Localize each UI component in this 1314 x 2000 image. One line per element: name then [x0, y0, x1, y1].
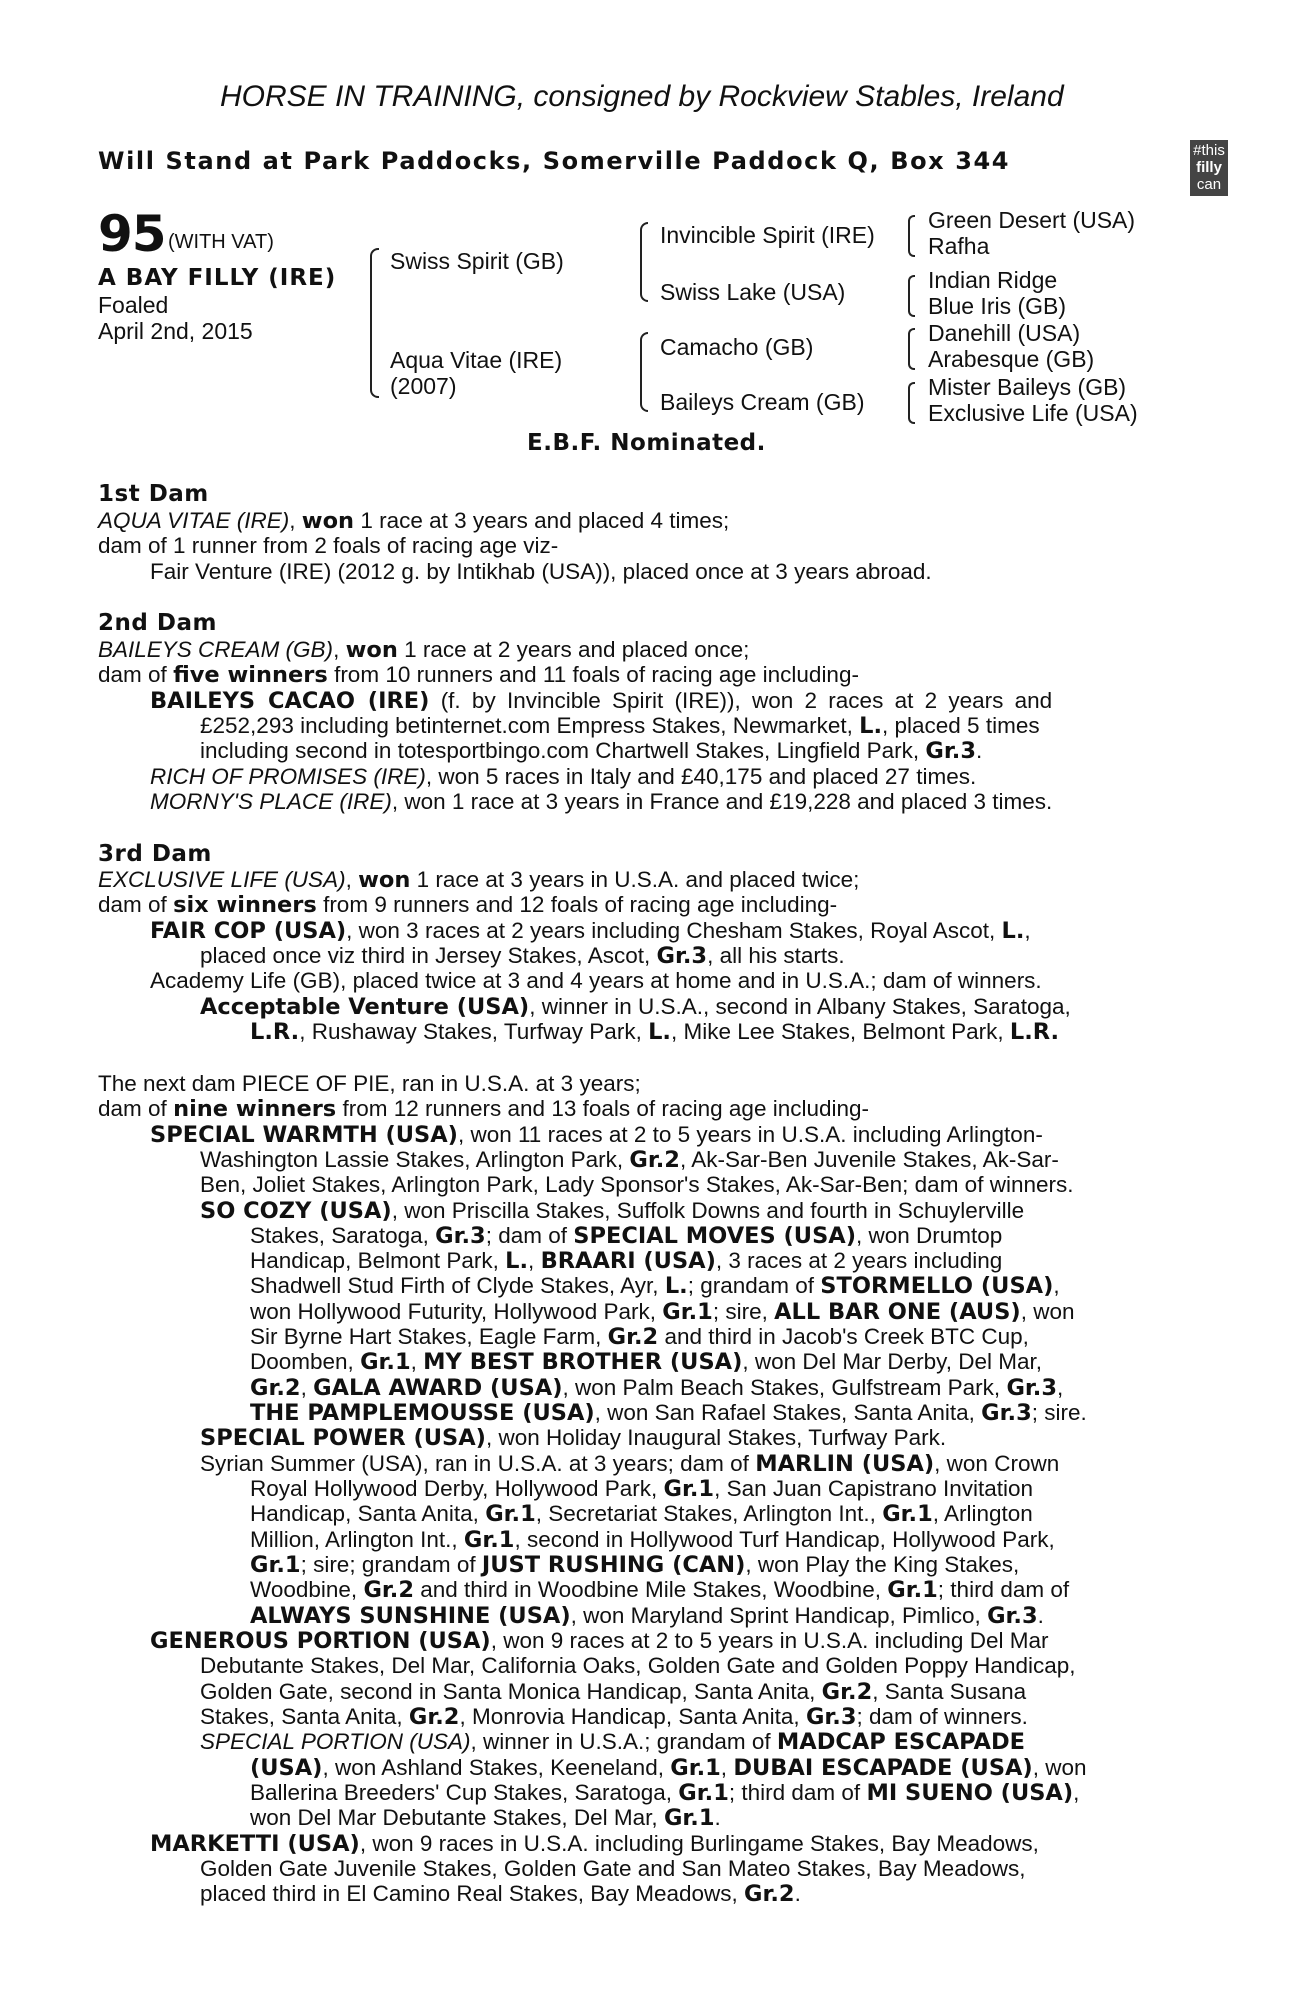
race-grade: Gr.1	[670, 1755, 721, 1781]
badge-line-2: filly	[1196, 159, 1222, 176]
text: Ballerina Breeders' Cup Stakes, Saratoga,	[250, 1780, 673, 1805]
grand-ancestor-3: Indian Ridge	[928, 267, 1058, 293]
horse-name: SO COZY (USA)	[200, 1198, 392, 1224]
generous-portion-line-4	[200, 1704, 1028, 1730]
text: ,	[1073, 1780, 1080, 1805]
text: ; grandam of	[687, 1273, 815, 1298]
text: , 3 races at 2 years including	[715, 1248, 1003, 1273]
sire-sire: Invincible Spirit (IRE)	[660, 222, 875, 248]
text: 1 race at 3 years and placed 4 times;	[360, 508, 730, 533]
special-portion-line-4	[250, 1805, 721, 1831]
text: .	[794, 1881, 801, 1906]
grand-ancestor-2: Rafha	[928, 233, 990, 259]
text: including second in totesportbingo.com Chartwell Stakes, Lingfield Park,	[200, 738, 920, 763]
horse-name: SPECIAL PORTION (USA)	[200, 1729, 471, 1754]
grand-ancestor-8: Exclusive Life (USA)	[928, 400, 1138, 426]
marketti-line-1	[150, 1831, 1039, 1857]
pedigree-brace-g4	[908, 382, 915, 424]
winners-count: nine winners	[173, 1096, 337, 1122]
so-cozy-line-3	[250, 1248, 1002, 1274]
sire-dam: Swiss Lake (USA)	[660, 279, 846, 305]
text: Sir Byrne Hart Stakes, Eagle Farm,	[250, 1324, 602, 1349]
pedigree-brace-g2	[908, 275, 915, 317]
text: .	[975, 738, 983, 763]
text: , winner in U.S.A.; grandam of	[470, 1729, 771, 1754]
text: , all his starts.	[707, 943, 845, 968]
horse-name: ALWAYS SUNSHINE (USA)	[250, 1603, 571, 1629]
race-grade: L.	[664, 1273, 688, 1299]
third-dam-line-1: EXCLUSIVE LIFE (USA), won 1 race at 3 years in U.S.A. and placed twice;	[98, 867, 860, 893]
horse-name: DUBAI ESCAPADE (USA)	[733, 1755, 1033, 1781]
horse-name: MADCAP ESCAPADE	[776, 1729, 1026, 1755]
text: , won Drumtop	[855, 1223, 1003, 1248]
vat-note: (WITH VAT)	[168, 231, 274, 253]
text: Stakes, Santa Anita,	[200, 1704, 403, 1729]
text: , won 3 races at 2 years including Chesham Stakes, Royal Ascot,	[346, 918, 996, 943]
race-grade: Gr.1	[663, 1805, 715, 1831]
text: , won Play the King Stakes,	[745, 1552, 1020, 1577]
race-grade: Gr.2	[408, 1704, 460, 1730]
first-dam-line-2: dam of 1 runner from 2 foals of racing age viz-	[98, 533, 559, 558]
second-dam-line-7	[150, 789, 1052, 814]
text: , won Priscilla Stakes, Suffolk Downs and fourth in Schuylerville	[391, 1198, 1025, 1223]
race-grade: Gr.2	[629, 1147, 680, 1173]
race-grade: L.	[1001, 918, 1025, 944]
third-dam-line-4	[200, 943, 845, 969]
foaled-date: April 2nd, 2015	[98, 318, 253, 344]
dam-sire: Camacho (GB)	[660, 334, 814, 360]
text: Syrian Summer (USA), ran in U.S.A. at 3 years; dam of	[200, 1451, 749, 1476]
won-label: won	[301, 508, 355, 534]
race-grade: Gr.3	[1006, 1375, 1057, 1401]
text: , second in Hollywood Turf Handicap, Hollywood Park,	[514, 1527, 1055, 1552]
text: won Hollywood Futurity, Hollywood Park,	[250, 1299, 656, 1324]
so-cozy-line-9	[250, 1400, 1087, 1426]
race-grade: Gr.3	[805, 1704, 857, 1730]
syrian-summer-line-4	[250, 1527, 1055, 1553]
text: ,	[410, 1349, 417, 1374]
text: , winner in U.S.A., second in Albany Stakes, Saratoga,	[529, 994, 1071, 1019]
pedigree-brace-g1	[908, 215, 915, 257]
badge-line-3: can	[1196, 176, 1222, 193]
text: Royal Hollywood Derby, Hollywood Park,	[250, 1476, 658, 1501]
first-dam-line-3: Fair Venture (IRE) (2012 g. by Intikhab (USA)), placed once at 3 years abroad.	[150, 559, 932, 584]
text: ; dam of	[485, 1223, 567, 1248]
text: , won	[1020, 1299, 1075, 1324]
hashtag-badge	[1190, 140, 1228, 196]
text: , won 9 races at 2 to 5 years in U.S.A. including Del Mar	[490, 1628, 1049, 1653]
second-dam-line-2	[98, 662, 859, 688]
race-grade: Gr.1	[662, 1299, 713, 1325]
horse-name: (USA)	[250, 1755, 323, 1781]
text: .	[1037, 1603, 1044, 1628]
horse-name: GENEROUS PORTION (USA)	[150, 1628, 491, 1654]
second-dam-title: 2nd Dam	[98, 610, 217, 636]
pedigree-brace-dam	[640, 332, 648, 412]
text: won Del Mar Debutante Stakes, Del Mar,	[250, 1805, 658, 1830]
winners-count: six winners	[173, 892, 317, 918]
text: ,	[300, 1375, 307, 1400]
second-dam-line-6	[150, 764, 976, 789]
text: , won 1 race at 3 years in France and £19,228 and placed 3 times.	[391, 789, 1053, 814]
syrian-summer-line-5	[250, 1552, 1019, 1578]
next-dam-line-1: The next dam PIECE OF PIE, ran in U.S.A. at 3 years;	[98, 1071, 641, 1096]
marketti-line-2: Golden Gate Juvenile Stakes, Golden Gate and San Mateo Stakes, Bay Meadows,	[200, 1856, 1026, 1881]
winners-count: five winners	[173, 662, 328, 688]
text: Golden Gate, second in Santa Monica Handicap, Santa Anita,	[200, 1679, 816, 1704]
special-warmth-line-3: Ben, Joliet Stakes, Arlington Park, Lady Sponsor's Stakes, Ak-Sar-Ben; dam of winners.	[200, 1172, 1074, 1197]
special-portion-line-3	[250, 1780, 1079, 1806]
text: from 12 runners and 13 foals of racing age including-	[342, 1096, 870, 1121]
text: placed once viz third in Jersey Stakes, Ascot,	[200, 943, 651, 968]
so-cozy-line-7	[250, 1349, 1042, 1375]
text: ,	[1053, 1273, 1060, 1298]
dam-name: EXCLUSIVE LIFE (USA)	[98, 867, 346, 892]
first-dam-title: 1st Dam	[98, 481, 209, 507]
text: ; third dam of	[937, 1577, 1070, 1602]
text: , won 11 races at 2 to 5 years in U.S.A. including Arlington-	[457, 1122, 1043, 1147]
dam-name: BAILEYS CREAM (GB)	[98, 637, 334, 662]
text: Handicap, Santa Anita,	[250, 1501, 479, 1526]
horse-name: MY BEST BROTHER (USA)	[423, 1349, 743, 1375]
generous-portion-line-3	[200, 1679, 1026, 1705]
grand-ancestor-6: Arabesque (GB)	[928, 346, 1095, 372]
grand-ancestor-5: Danehill (USA)	[928, 320, 1081, 346]
race-grade: Gr.3	[987, 1603, 1038, 1629]
text: , placed 5 times	[882, 713, 1040, 738]
so-cozy-line-1	[200, 1198, 1024, 1224]
text: , won Maryland Sprint Handicap, Pimlico,	[570, 1603, 981, 1628]
syrian-summer-line-3	[250, 1501, 1033, 1527]
text: placed third in El Camino Real Stakes, Bay Meadows,	[200, 1881, 738, 1906]
grand-ancestor-7: Mister Baileys (GB)	[928, 374, 1127, 400]
text: , won	[1032, 1755, 1087, 1780]
race-grade: Gr.3	[656, 943, 708, 969]
horse-name: MI SUENO (USA)	[866, 1780, 1074, 1806]
special-portion-line-2	[250, 1755, 1087, 1781]
race-grade: Gr.3	[981, 1400, 1032, 1426]
horse-name: MARKETTI (USA)	[150, 1831, 360, 1857]
race-grade: Gr.1	[887, 1577, 938, 1603]
second-dam-line-4	[200, 713, 1040, 739]
horse-name: SPECIAL MOVES (USA)	[573, 1223, 856, 1249]
first-dam-line-1: AQUA VITAE (IRE), won 1 race at 3 years and placed 4 times;	[98, 508, 730, 534]
text: , won 9 races in U.S.A. including Burlingame Stakes, Bay Meadows,	[359, 1831, 1039, 1856]
text: Shadwell Stud Firth of Clyde Stakes, Ayr,	[250, 1273, 659, 1298]
foaled-label: Foaled	[98, 292, 169, 318]
text: and third in Woodbine Mile Stakes, Woodbine,	[420, 1577, 881, 1602]
syrian-summer-line-1	[200, 1451, 1059, 1477]
horse-name: JUST RUSHING (CAN)	[481, 1552, 746, 1578]
text: from 9 runners and 12 foals of racing age including-	[323, 892, 838, 917]
horse-name: BRAARI (USA)	[540, 1248, 716, 1274]
horse-name: SPECIAL POWER (USA)	[200, 1425, 486, 1451]
third-dam-line-6	[200, 994, 1071, 1020]
horse-name: MORNY'S PLACE (IRE)	[150, 789, 392, 814]
race-grade: L.	[859, 713, 882, 739]
horse-name: THE PAMPLEMOUSSE (USA)	[250, 1400, 595, 1426]
horse-name: STORMELLO (USA)	[820, 1273, 1054, 1299]
race-grade: L.R.	[1009, 1019, 1060, 1045]
stand-location: Will Stand at Park Paddocks, Somerville Paddock Q, Box 344	[98, 147, 1011, 175]
race-grade: L.	[648, 1019, 671, 1045]
so-cozy-line-2	[250, 1223, 1002, 1249]
text: Washington Lassie Stakes, Arlington Park,	[200, 1147, 624, 1172]
text: ; sire.	[1031, 1400, 1087, 1425]
race-grade: Gr.1	[463, 1527, 515, 1553]
text: , won Palm Beach Stakes, Gulfstream Park,	[562, 1375, 1001, 1400]
text: , Santa Susana	[872, 1679, 1027, 1704]
syrian-summer-line-2	[250, 1476, 1033, 1502]
text: 1 race at 2 years and placed once;	[404, 637, 750, 662]
special-warmth-line-1	[150, 1122, 1043, 1148]
so-cozy-line-6	[250, 1324, 1029, 1350]
race-grade: Gr.3	[435, 1223, 486, 1249]
generous-portion-line-2: Debutante Stakes, Del Mar, California Oaks, Golden Gate and Golden Poppy Handicap,	[200, 1653, 1076, 1678]
horse-description: A BAY FILLY (IRE)	[98, 265, 337, 291]
text: , won Del Mar Derby, Del Mar,	[742, 1349, 1043, 1374]
horse-name: SPECIAL WARMTH (USA)	[150, 1122, 458, 1148]
marketti-line-3	[200, 1881, 801, 1907]
text: , won San Rafael Stakes, Santa Anita,	[594, 1400, 975, 1425]
text: .	[714, 1805, 721, 1830]
text: , Arlington	[932, 1501, 1033, 1526]
race-grade: Gr.1	[360, 1349, 411, 1375]
text: Million, Arlington Int.,	[250, 1527, 458, 1552]
horse-name: FAIR COP (USA)	[150, 918, 347, 944]
race-grade: Gr.2	[821, 1679, 873, 1705]
race-grade: Gr.1	[250, 1552, 301, 1578]
third-dam-line-2	[98, 892, 837, 918]
text: dam of	[98, 1096, 167, 1121]
text: , won Ashland Stakes, Keeneland,	[322, 1755, 664, 1780]
so-cozy-line-5	[250, 1299, 1074, 1325]
text: , won Holiday Inaugural Stakes, Turfway Park.	[485, 1425, 947, 1450]
syrian-summer-line-7	[250, 1603, 1044, 1629]
text: ; sire,	[712, 1299, 768, 1324]
text: from 10 runners and 11 foals of racing age including-	[334, 662, 859, 687]
race-grade: L.	[505, 1248, 529, 1274]
so-cozy-line-8	[250, 1375, 1063, 1401]
lot-number: 95	[98, 205, 166, 263]
horse-name: BAILEYS CACAO (IRE)	[150, 688, 430, 714]
text: ,	[720, 1755, 728, 1780]
badge-line-1: #this	[1193, 142, 1225, 159]
won-label: won	[358, 867, 411, 893]
text: Handicap, Belmont Park,	[250, 1248, 499, 1273]
second-dam-line-1: BAILEYS CREAM (GB), won 1 race at 2 years and placed once;	[98, 637, 750, 663]
race-grade: Gr.2	[607, 1324, 659, 1350]
pedigree-brace-g3	[908, 328, 915, 370]
so-cozy-line-4	[250, 1273, 1060, 1299]
text: , Rushaway Stakes, Turfway Park,	[299, 1019, 642, 1044]
text: , San Juan Capistrano Invitation	[714, 1476, 1034, 1501]
grand-ancestor-4: Blue Iris (GB)	[928, 293, 1067, 319]
text: 1 race at 3 years in U.S.A. and placed twice;	[416, 867, 860, 892]
race-grade: Gr.2	[250, 1375, 301, 1401]
text: ,	[1024, 918, 1031, 943]
race-grade: Gr.1	[485, 1501, 536, 1527]
dam-name: AQUA VITAE (IRE)	[98, 508, 290, 533]
sire: Swiss Spirit (GB)	[390, 248, 564, 274]
text: Doomben,	[250, 1349, 354, 1374]
text: , Secretariat Stakes, Arlington Int.,	[535, 1501, 876, 1526]
horse-name: ALL BAR ONE (AUS)	[774, 1299, 1021, 1325]
text: , Mike Lee Stakes, Belmont Park,	[670, 1019, 1004, 1044]
pedigree-brace-sire	[640, 222, 648, 302]
text: Stakes, Saratoga,	[250, 1223, 429, 1248]
special-power-line	[200, 1425, 946, 1451]
text: , Ak-Sar-Ben Juvenile Stakes, Ak-Sar-	[679, 1147, 1059, 1172]
text: and third in Jacob's Creek BTC Cup,	[664, 1324, 1029, 1349]
race-grade: L.R.	[250, 1019, 300, 1045]
third-dam-line-3	[150, 918, 1031, 944]
grand-ancestor-1: Green Desert (USA)	[928, 207, 1136, 233]
race-grade: Gr.3	[925, 738, 976, 764]
next-dam-line-2	[98, 1096, 869, 1122]
dam-year: (2007)	[390, 373, 457, 399]
text: £252,293 including betinternet.com Empress Stakes, Newmarket,	[200, 713, 853, 738]
second-dam-line-5	[200, 738, 982, 764]
horse-name: GALA AWARD (USA)	[313, 1375, 563, 1401]
second-dam-line-3	[150, 688, 1052, 714]
text: ,	[528, 1248, 535, 1273]
ebf-nominated: E.B.F. Nominated.	[527, 430, 766, 456]
text: (f. by Invincible Spirit (IRE)), won 2 races at 2 years and	[440, 688, 1053, 713]
pedigree-brace-main	[370, 248, 379, 398]
dam-dam: Baileys Cream (GB)	[660, 389, 865, 415]
generous-portion-line-1	[150, 1628, 1048, 1654]
text: ; third dam of	[728, 1780, 861, 1805]
text: ; dam of winners.	[856, 1704, 1028, 1729]
race-grade: Gr.2	[744, 1881, 795, 1907]
horse-name: Acceptable Venture (USA)	[200, 994, 530, 1020]
third-dam-line-7	[250, 1019, 1059, 1045]
consignment-heading: HORSE IN TRAINING, consigned by Rockview Stables, Ireland	[220, 80, 1064, 113]
race-grade: Gr.2	[363, 1577, 414, 1603]
won-label: won	[345, 637, 398, 663]
third-dam-line-5: Academy Life (GB), placed twice at 3 and 4 years at home and in U.S.A.; dam of winners.	[150, 968, 1042, 993]
horse-name: MARLIN (USA)	[755, 1451, 935, 1477]
text: , won Crown	[934, 1451, 1060, 1476]
special-portion-line-1	[200, 1729, 1025, 1755]
race-grade: Gr.1	[678, 1780, 729, 1806]
dam: Aqua Vitae (IRE)	[390, 347, 563, 373]
syrian-summer-line-6	[250, 1577, 1069, 1603]
third-dam-title: 3rd Dam	[98, 841, 212, 867]
text: ; sire; grandam of	[300, 1552, 476, 1577]
text: , Monrovia Handicap, Santa Anita,	[459, 1704, 800, 1729]
special-warmth-line-2	[200, 1147, 1059, 1173]
race-grade: Gr.1	[882, 1501, 933, 1527]
horse-name: RICH OF PROMISES (IRE)	[150, 764, 426, 789]
text: dam of	[98, 892, 167, 917]
text: Woodbine,	[250, 1577, 358, 1602]
text: , won 5 races in Italy and £40,175 and placed 27 times.	[425, 764, 977, 789]
text: dam of	[98, 662, 167, 687]
race-grade: Gr.1	[663, 1476, 715, 1502]
text: ,	[1057, 1375, 1064, 1400]
